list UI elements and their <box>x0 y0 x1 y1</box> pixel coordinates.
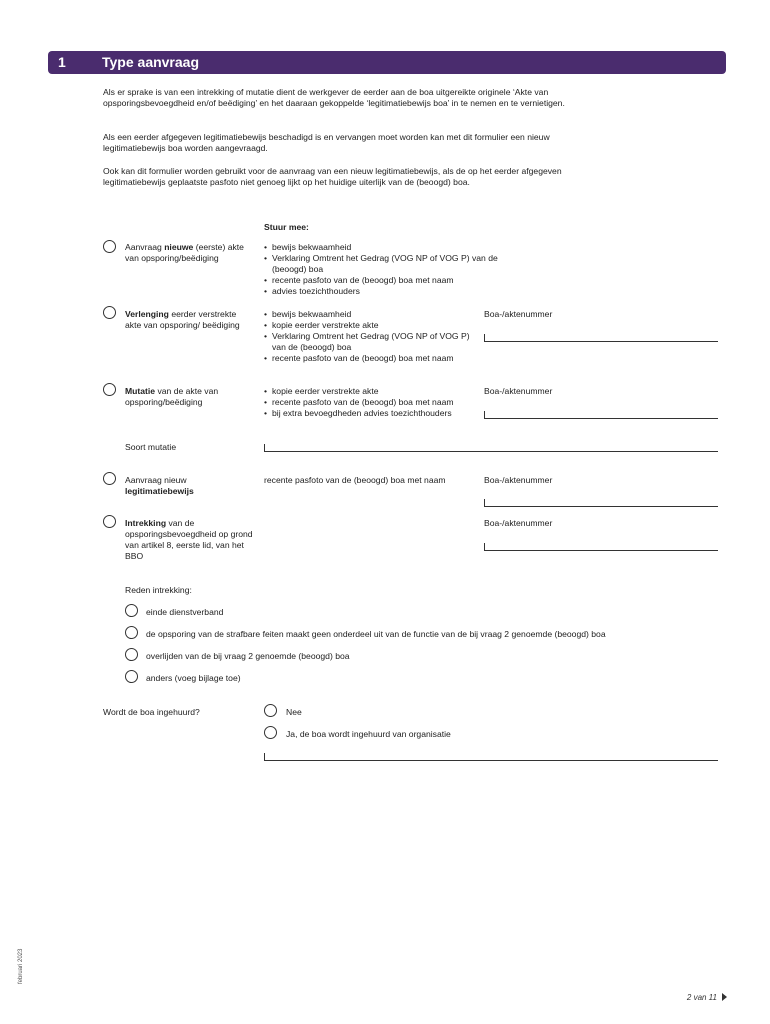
label-nieuw-legitimatiebewijs: Aanvraag nieuw legitimatiebewijs <box>125 475 194 496</box>
label-boa-aktenummer: Boa-/aktenummer <box>484 386 553 396</box>
list-mutatie <box>264 386 479 419</box>
list-item: • bij extra bevoegdheden advies toezichthouders <box>264 408 479 419</box>
section-title: Type aanvraag <box>102 54 200 70</box>
label-intrekking: Intrekking van de opsporingsbevoegdheid op grond van artikel 8, eerste lid, van het BBO <box>125 518 253 561</box>
list-item: • recente pasfoto van de (beoogd) boa met naam <box>264 275 509 286</box>
label-verlenging: Verlenging eerder verstrekte akte van opsporing/ beëdiging <box>125 309 240 330</box>
list-item: • Verklaring Omtrent het Gedrag (VOG NP of VOG P) van de (beoogd) boa <box>264 253 509 275</box>
radio-mutatie[interactable] <box>103 383 116 396</box>
list-item: • bewijs bekwaamheid <box>264 309 479 320</box>
section-header <box>48 51 726 74</box>
page-number: 2 van 11 <box>686 993 717 1002</box>
radio-nieuwe-akte[interactable] <box>103 240 116 253</box>
next-page-arrow-icon[interactable] <box>722 993 727 1001</box>
label-boa-aktenummer: Boa-/aktenummer <box>484 518 553 528</box>
intro-paragraph-2: Als een eerder afgegeven legitimatiebewijs beschadigd is en vervangen moet worden kan met dit formulier een nieuw legitimatiebewijs boa worden aangevraagd. <box>103 132 550 153</box>
input-organisatie[interactable] <box>264 753 718 761</box>
label-boa-aktenummer: Boa-/aktenummer <box>484 475 553 485</box>
label-mutatie: Mutatie van de akte van opsporing/beëdiging <box>125 386 219 407</box>
radio-reden-anders[interactable] <box>125 670 138 683</box>
label-reden-einde-dienstverband: einde dienstverband <box>146 607 224 617</box>
label-nieuwe-akte: Aanvraag nieuwe (eerste) akte van opsporing/beëdiging <box>125 242 244 263</box>
input-aktenummer-intrekking[interactable] <box>484 543 718 551</box>
list-item: • advies toezichthouders <box>264 286 509 297</box>
list-item: • recente pasfoto van de (beoogd) boa met naam <box>264 397 479 408</box>
radio-reden-geen-onderdeel[interactable] <box>125 626 138 639</box>
intro-paragraph-1: Als er sprake is van een intrekking of mutatie dient de werkgever de eerder aan de boa uitgereikte originele ‘Akte van opsporingsbevoegdheid en/of beëdiging’ en het daaraan gekoppelde ‘legitimatiebewijs boa’ in te nemen en te vernietigen. <box>103 87 565 108</box>
label-reden-intrekking: Reden intrekking: <box>125 585 192 595</box>
input-soort-mutatie[interactable] <box>264 444 718 452</box>
intro-paragraph-3: Ook kan dit formulier worden gebruikt voor de aanvraag van een nieuw legitimatiebewijs, als de op het eerder afgegeven legitimatiebewijs geplaatste pasfoto niet genoeg lijkt op het huidige uiterlijk van de (beoogd) boa. <box>103 166 562 187</box>
list-item: • Verklaring Omtrent het Gedrag (VOG NP of VOG P) van de (beoogd) boa <box>264 331 479 353</box>
label-soort-mutatie: Soort mutatie <box>125 442 177 452</box>
list-item: • kopie eerder verstrekte akte <box>264 386 479 397</box>
list-item: • kopie eerder verstrekte akte <box>264 320 479 331</box>
list-item: • recente pasfoto van de (beoogd) boa met naam <box>264 353 479 364</box>
radio-reden-overlijden[interactable] <box>125 648 138 661</box>
label-ingehuurd-nee: Nee <box>286 707 302 717</box>
label-boa-aktenummer: Boa-/aktenummer <box>484 309 553 319</box>
label-boa-ingehuurd: Wordt de boa ingehuurd? <box>103 707 200 717</box>
radio-ingehuurd-nee[interactable] <box>264 704 277 717</box>
list-verlenging <box>264 309 479 364</box>
input-aktenummer-verlenging[interactable] <box>484 334 718 342</box>
radio-nieuw-legitimatiebewijs[interactable] <box>103 472 116 485</box>
radio-intrekking[interactable] <box>103 515 116 528</box>
stuur-mee-label: Stuur mee: <box>264 222 309 232</box>
footer-date: februari 2023 <box>18 948 24 984</box>
radio-verlenging[interactable] <box>103 306 116 319</box>
label-reden-geen-onderdeel: de opsporing van de strafbare feiten maakt geen onderdeel uit van de functie van de bij vraag 2 genoemde (beoogd) boa <box>146 629 606 639</box>
list-nieuwe-akte <box>264 242 509 297</box>
input-aktenummer-legitimatie[interactable] <box>484 499 718 507</box>
list-item: • bewijs bekwaamheid <box>264 242 509 253</box>
label-reden-anders: anders (voeg bijlage toe) <box>146 673 241 683</box>
label-ingehuurd-ja: Ja, de boa wordt ingehuurd van organisatie <box>286 729 451 739</box>
radio-reden-einde-dienstverband[interactable] <box>125 604 138 617</box>
section-number: 1 <box>58 54 66 70</box>
radio-ingehuurd-ja[interactable] <box>264 726 277 739</box>
label-reden-overlijden: overlijden van de bij vraag 2 genoemde (beoogd) boa <box>146 651 350 661</box>
page-indicator <box>687 993 727 1002</box>
text-legitimatie-stuur-mee: recente pasfoto van de (beoogd) boa met naam <box>264 475 446 485</box>
input-aktenummer-mutatie[interactable] <box>484 411 718 419</box>
